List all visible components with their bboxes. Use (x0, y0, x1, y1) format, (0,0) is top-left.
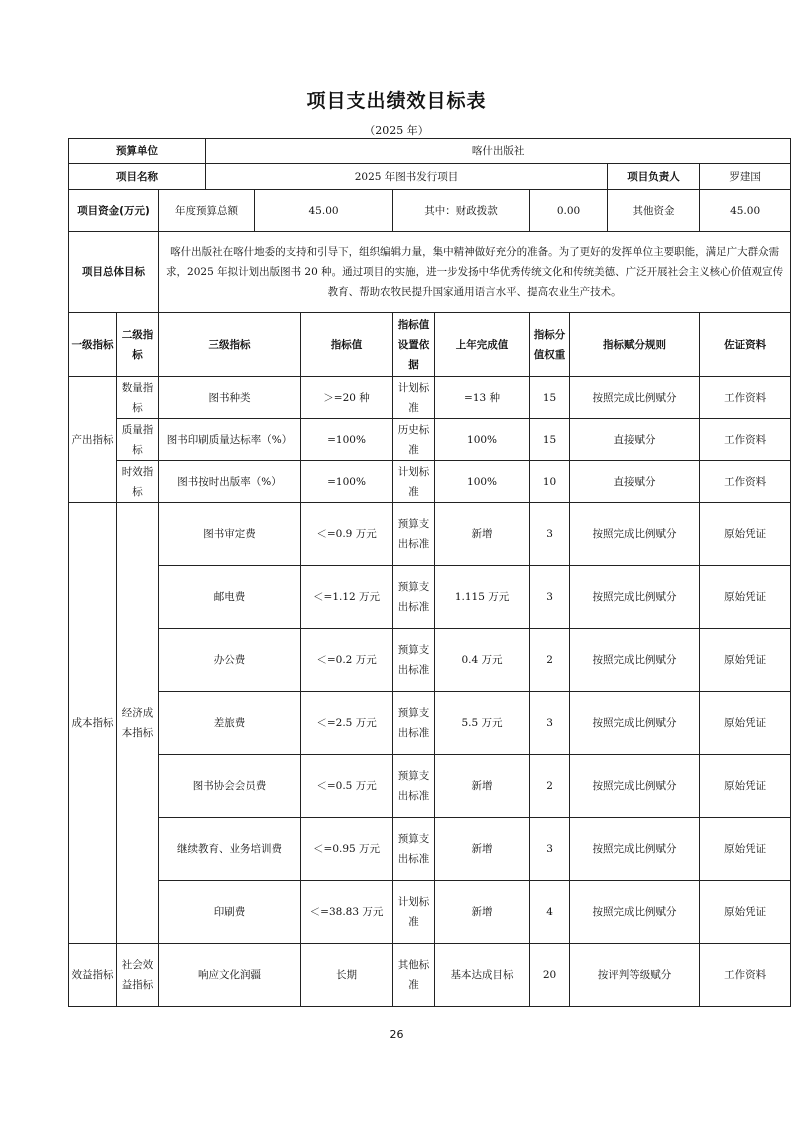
performance-target-table (68, 138, 791, 1007)
evidence: 工作资料 (700, 461, 791, 503)
scoring-rule: 按照完成比例赋分 (570, 881, 700, 944)
previous-value: 新增 (435, 818, 530, 881)
level3-indicator: 图书按时出版率（%） (159, 461, 301, 503)
subgroup-quantity: 数量指标 (117, 377, 159, 419)
col-header-level3: 三级指标 (159, 313, 301, 377)
level3-indicator: 印刷费 (159, 881, 301, 944)
subgroup-economic: 经济成本指标 (117, 503, 159, 944)
indicator-basis: 历史标准 (393, 419, 435, 461)
other-funds-value: 45.00 (700, 190, 791, 232)
indicator-value: ＜=2.5 万元 (301, 692, 393, 755)
subgroup-social: 社会效益指标 (117, 944, 159, 1007)
indicator-weight: 4 (530, 881, 570, 944)
indicator-basis: 预算支出标准 (393, 818, 435, 881)
indicator-basis: 计划标准 (393, 461, 435, 503)
evidence: 工作资料 (700, 944, 791, 1007)
fiscal-funds-value: 0.00 (530, 190, 608, 232)
col-header-evidence: 佐证资料 (700, 313, 791, 377)
level3-indicator: 办公费 (159, 629, 301, 692)
group-output: 产出指标 (69, 377, 117, 503)
previous-value: 新增 (435, 755, 530, 818)
previous-value: 新增 (435, 881, 530, 944)
page-title: 项目支出绩效目标表 (306, 90, 487, 112)
indicator-value: =100% (301, 461, 393, 503)
previous-value: 新增 (435, 503, 530, 566)
indicator-basis: 计划标准 (393, 881, 435, 944)
evidence: 原始凭证 (700, 881, 791, 944)
scoring-rule: 按照完成比例赋分 (570, 566, 700, 629)
project-leader-label: 项目负责人 (608, 164, 700, 190)
col-header-level1: 一级指标 (69, 313, 117, 377)
indicator-weight: 2 (530, 755, 570, 818)
scoring-rule: 直接赋分 (570, 419, 700, 461)
budget-unit-label: 预算单位 (69, 139, 206, 164)
evidence: 工作资料 (700, 377, 791, 419)
table-row (69, 881, 791, 944)
evidence: 工作资料 (700, 419, 791, 461)
budget-unit-value: 喀什出版社 (206, 139, 791, 164)
indicator-value: ＜=1.12 万元 (301, 566, 393, 629)
table-row (69, 818, 791, 881)
level3-indicator: 响应文化润疆 (159, 944, 301, 1007)
indicator-value: 长期 (301, 944, 393, 1007)
evidence: 原始凭证 (700, 755, 791, 818)
page-number: 26 (389, 1028, 404, 1041)
indicator-weight: 3 (530, 692, 570, 755)
previous-value: 100% (435, 461, 530, 503)
table-row (69, 755, 791, 818)
fiscal-funds-label: 其中：财政拨款 (393, 190, 530, 232)
indicator-basis: 预算支出标准 (393, 566, 435, 629)
level3-indicator: 差旅费 (159, 692, 301, 755)
col-header-prev: 上年完成值 (435, 313, 530, 377)
scoring-rule: 按照完成比例赋分 (570, 692, 700, 755)
indicator-basis: 预算支出标准 (393, 755, 435, 818)
evidence: 原始凭证 (700, 503, 791, 566)
indicator-weight: 15 (530, 419, 570, 461)
indicator-weight: 3 (530, 566, 570, 629)
table-row (69, 377, 791, 419)
table-row (69, 692, 791, 755)
scoring-rule: 按照完成比例赋分 (570, 377, 700, 419)
indicator-value: =100% (301, 419, 393, 461)
evidence: 原始凭证 (700, 629, 791, 692)
scoring-rule: 按照完成比例赋分 (570, 629, 700, 692)
col-header-basis: 指标值设置依据 (393, 313, 435, 377)
indicator-value: ＜=0.9 万元 (301, 503, 393, 566)
annual-budget-label: 年度预算总额 (159, 190, 255, 232)
scoring-rule: 按评判等级赋分 (570, 944, 700, 1007)
year-label: （2025 年） (364, 124, 429, 137)
subgroup-quality: 质量指标 (117, 419, 159, 461)
table-row (69, 503, 791, 566)
indicator-value: ＜=38.83 万元 (301, 881, 393, 944)
table-row (69, 944, 791, 1007)
table-row (69, 629, 791, 692)
indicator-basis: 其他标准 (393, 944, 435, 1007)
indicator-basis: 预算支出标准 (393, 692, 435, 755)
evidence: 原始凭证 (700, 566, 791, 629)
table-row (69, 566, 791, 629)
indicator-value: ＜=0.5 万元 (301, 755, 393, 818)
level3-indicator: 图书种类 (159, 377, 301, 419)
indicator-weight: 3 (530, 503, 570, 566)
evidence: 原始凭证 (700, 692, 791, 755)
previous-value: 1.115 万元 (435, 566, 530, 629)
indicator-weight: 2 (530, 629, 570, 692)
group-benefit: 效益指标 (69, 944, 117, 1007)
project-name-value: 2025 年图书发行项目 (206, 164, 608, 190)
subgroup-timeliness: 时效指标 (117, 461, 159, 503)
annual-budget-value: 45.00 (255, 190, 393, 232)
project-funds-label: 项目资金(万元) (69, 190, 159, 232)
scoring-rule: 直接赋分 (570, 461, 700, 503)
level3-indicator: 图书审定费 (159, 503, 301, 566)
scoring-rule: 按照完成比例赋分 (570, 503, 700, 566)
indicator-value: ＞=20 种 (301, 377, 393, 419)
previous-value: 5.5 万元 (435, 692, 530, 755)
indicator-basis: 预算支出标准 (393, 629, 435, 692)
level3-indicator: 邮电费 (159, 566, 301, 629)
col-header-weight: 指标分值权重 (530, 313, 570, 377)
col-header-level2: 二级指标 (117, 313, 159, 377)
overall-goal-text: 喀什出版社在喀什地委的支持和引导下，组织编辑力量，集中精神做好充分的准备。为了更好的发挥单位主要职能，满足广大群众需求，2025 年拟计划出版图书 20 种。通过项目的实施，进一步发扬中华优秀传统文化和传统美德、广泛开展社会主义核心价值观宣传教育、帮助农牧民提升国家通用语言水平、提高农业生产技术。 (159, 232, 791, 313)
previous-value: =13 种 (435, 377, 530, 419)
indicator-value: ＜=0.95 万元 (301, 818, 393, 881)
evidence: 原始凭证 (700, 818, 791, 881)
scoring-rule: 按照完成比例赋分 (570, 755, 700, 818)
level3-indicator: 图书印刷质量达标率（%） (159, 419, 301, 461)
indicator-weight: 15 (530, 377, 570, 419)
group-cost: 成本指标 (69, 503, 117, 944)
indicator-weight: 20 (530, 944, 570, 1007)
level3-indicator: 继续教育、业务培训费 (159, 818, 301, 881)
indicator-weight: 3 (530, 818, 570, 881)
scoring-rule: 按照完成比例赋分 (570, 818, 700, 881)
previous-value: 0.4 万元 (435, 629, 530, 692)
project-name-label: 项目名称 (69, 164, 206, 190)
level3-indicator: 图书协会会员费 (159, 755, 301, 818)
overall-goal-label: 项目总体目标 (69, 232, 159, 313)
other-funds-label: 其他资金 (608, 190, 700, 232)
indicator-weight: 10 (530, 461, 570, 503)
project-leader-value: 罗建国 (700, 164, 791, 190)
indicator-basis: 预算支出标准 (393, 503, 435, 566)
previous-value: 基本达成目标 (435, 944, 530, 1007)
col-header-value: 指标值 (301, 313, 393, 377)
indicator-value: ＜=0.2 万元 (301, 629, 393, 692)
table-row (69, 461, 791, 503)
col-header-rule: 指标赋分规则 (570, 313, 700, 377)
table-row (69, 419, 791, 461)
previous-value: 100% (435, 419, 530, 461)
indicator-basis: 计划标准 (393, 377, 435, 419)
